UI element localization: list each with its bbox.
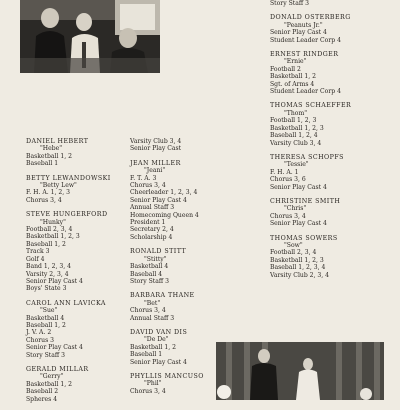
activity-line: Senior Play Cast — [130, 145, 182, 153]
activity-line: Baseball 1, 2 — [26, 240, 66, 248]
senior-nickname: "Bet" — [144, 299, 161, 307]
senior-entry-thomas-schaeffer — [270, 102, 400, 146]
senior-entry-christine-smith — [270, 198, 400, 228]
activity-line: Track 3 — [26, 248, 50, 256]
activity-line: Football 2, 3, 4 — [270, 249, 317, 257]
activity-line: Secretary 2, 4 — [130, 226, 174, 234]
activity-line: F. T. A. 3 — [130, 174, 157, 182]
activity-line: Basketball 1, 2, 3 — [270, 256, 324, 264]
activity-line: Basketball 1, 2 — [270, 73, 316, 81]
activity-line: Basketball 1, 2 — [26, 152, 72, 160]
senior-nickname: "Tessie" — [284, 161, 309, 169]
activity-line: Senior Play Cast 4 — [270, 220, 327, 228]
senior-nickname: "De De" — [144, 336, 169, 344]
senior-name: BARBARA THANE — [130, 292, 195, 300]
activity-line: Basketball 1, 2, 3 — [26, 233, 80, 241]
senior-name: CHRISTINE SMITH — [270, 197, 341, 205]
activity-line: Spheres 4 — [26, 395, 58, 403]
activity-line: Football 1, 2, 3 — [270, 117, 317, 125]
activity-line: Senior Play Cast 4 — [26, 344, 83, 352]
activity-line: Football 2, 3, 4 — [26, 226, 73, 234]
senior-name: THERESA SCHOPFS — [270, 153, 344, 161]
activity-line: Student Leader Corp 4 — [270, 88, 341, 96]
senior-nickname: "Chris" — [284, 205, 307, 213]
activity-line: Story Staff 3 — [270, 0, 309, 7]
senior-nickname: "Betty Lew" — [40, 182, 77, 190]
activity-line: Senior Play Cast 4 — [270, 183, 327, 191]
senior-name: ERNEST RINDGER — [270, 51, 339, 59]
activity-line: Annual Staff 3 — [130, 204, 175, 212]
activity-line: J. V. A. 2 — [26, 329, 52, 337]
senior-name: BETTY LEWANDOWSKI — [26, 174, 111, 182]
activity-line: Baseball 2 — [26, 388, 59, 396]
activity-line: Senior Play Cast 4 — [130, 358, 187, 366]
activity-line: Chorus 3 — [26, 336, 55, 344]
entry-continuation — [270, 0, 400, 7]
activity-line: Varsity Club 3, 4 — [130, 138, 182, 145]
activity-line: Sgt. of Arms 4 — [270, 80, 315, 88]
activity-line: Baseball 1, 2 — [26, 321, 66, 329]
senior-nickname: "Thom" — [284, 109, 308, 117]
senior-name: PHYLLIS MANCUSO — [130, 372, 204, 380]
activity-line: Basketball 4 — [130, 263, 169, 271]
activity-line: Baseball 1 — [130, 351, 163, 359]
class-photo-image — [20, 0, 160, 73]
activity-line: Chorus 3, 4 — [130, 307, 166, 315]
activity-line: Baseball 1 — [26, 160, 59, 168]
senior-nickname: "Ernie" — [284, 58, 307, 66]
senior-name: THOMAS SCHAEFFER — [270, 102, 352, 110]
entry-continuation — [130, 138, 260, 153]
activity-line: Varsity Club 2, 3, 4 — [270, 271, 330, 279]
class-photo — [20, 0, 160, 73]
activity-line: Story Staff 3 — [26, 351, 65, 359]
senior-name: THOMAS SOWERS — [270, 234, 338, 242]
activity-line: F. H. A. 1 — [270, 168, 299, 176]
stage-photo — [216, 342, 384, 400]
activity-line: Chorus 3, 4 — [130, 182, 166, 190]
activity-line: Scholarship 4 — [130, 233, 173, 241]
senior-nickname: "Jeani" — [144, 167, 166, 175]
senior-entry-ronald-stitt — [130, 248, 260, 285]
senior-name: CAROL ANN LAVICKA — [26, 299, 106, 307]
activity-line: Student Leader Corp 4 — [270, 36, 341, 44]
senior-entry-barbara-thane — [130, 292, 260, 322]
senior-name: DONALD OSTERBERG — [270, 14, 351, 22]
activity-line: Basketball 1, 2, 3 — [270, 124, 324, 132]
senior-entry-ernest-rindger — [270, 51, 400, 95]
activity-line: Chorus 3, 4 — [26, 196, 62, 204]
senior-nickname: "Sow" — [284, 241, 303, 249]
senior-nickname: "Hunky" — [40, 218, 66, 226]
senior-nickname: "Sue" — [40, 307, 58, 315]
activity-line: Chorus 3, 4 — [130, 387, 166, 395]
activity-line: Senior Play Cast 4 — [270, 29, 327, 37]
activity-line: Varsity 2, 3, 4 — [26, 270, 69, 278]
activity-line: Story Staff 3 — [130, 277, 169, 285]
activity-line: Chorus 3, 4 — [270, 212, 306, 220]
activity-line: Annual Staff 3 — [130, 314, 175, 322]
activity-line: Baseball 1, 2, 3, 4 — [270, 264, 326, 272]
senior-entry-donald-osterberg — [270, 14, 400, 44]
activity-line: Baseball 4 — [130, 270, 163, 278]
senior-name: GERALD MILLAR — [26, 365, 89, 373]
senior-name: DANIEL HEBERT — [26, 138, 89, 145]
senior-nickname: "Peanuts Jr." — [284, 21, 323, 29]
activity-line: Basketball 4 — [26, 314, 65, 322]
activity-line: Football 2 — [270, 65, 301, 73]
senior-name: RONALD STITT — [130, 248, 187, 256]
senior-name: JEAN MILLER — [130, 159, 181, 167]
senior-nickname: "Stitty" — [144, 255, 167, 263]
senior-entry-thomas-sowers — [270, 235, 400, 279]
activity-line: Basketball 1, 2 — [26, 380, 72, 388]
activity-line: Homecoming Queen 4 — [130, 211, 199, 219]
activity-line: Baseball 1, 2, 4 — [270, 132, 318, 140]
senior-name: DAVID VAN DIS — [130, 328, 188, 336]
activity-line: Cheerleader 1, 2, 3, 4 — [130, 189, 198, 197]
senior-entry-theresa-schopfs — [270, 154, 400, 191]
senior-name: STEVE HUNGERFORD — [26, 211, 108, 219]
senior-nickname: "Phil" — [144, 380, 162, 388]
activity-line: Senior Play Cast 4 — [26, 277, 83, 285]
activity-line: President 1 — [130, 219, 166, 227]
activity-line: F. H. A. 1, 2, 3 — [26, 189, 70, 197]
activity-line: Basketball 1, 2 — [130, 343, 176, 351]
activity-line: Golf 4 — [26, 255, 45, 263]
activity-line: Band 1, 2, 3, 4 — [26, 263, 72, 271]
activity-line: Varsity Club 3, 4 — [270, 139, 322, 147]
column-3 — [270, 0, 400, 286]
stage-photo-image — [216, 342, 384, 400]
activity-line: Senior Play Cast 4 — [130, 196, 187, 204]
senior-nickname: "Hebe" — [40, 145, 63, 153]
activity-line: Chorus 3, 6 — [270, 176, 306, 184]
senior-nickname: "Gerry" — [40, 373, 64, 381]
senior-entry-jean-miller — [130, 160, 260, 241]
activity-line: Boys' State 3 — [26, 285, 67, 293]
